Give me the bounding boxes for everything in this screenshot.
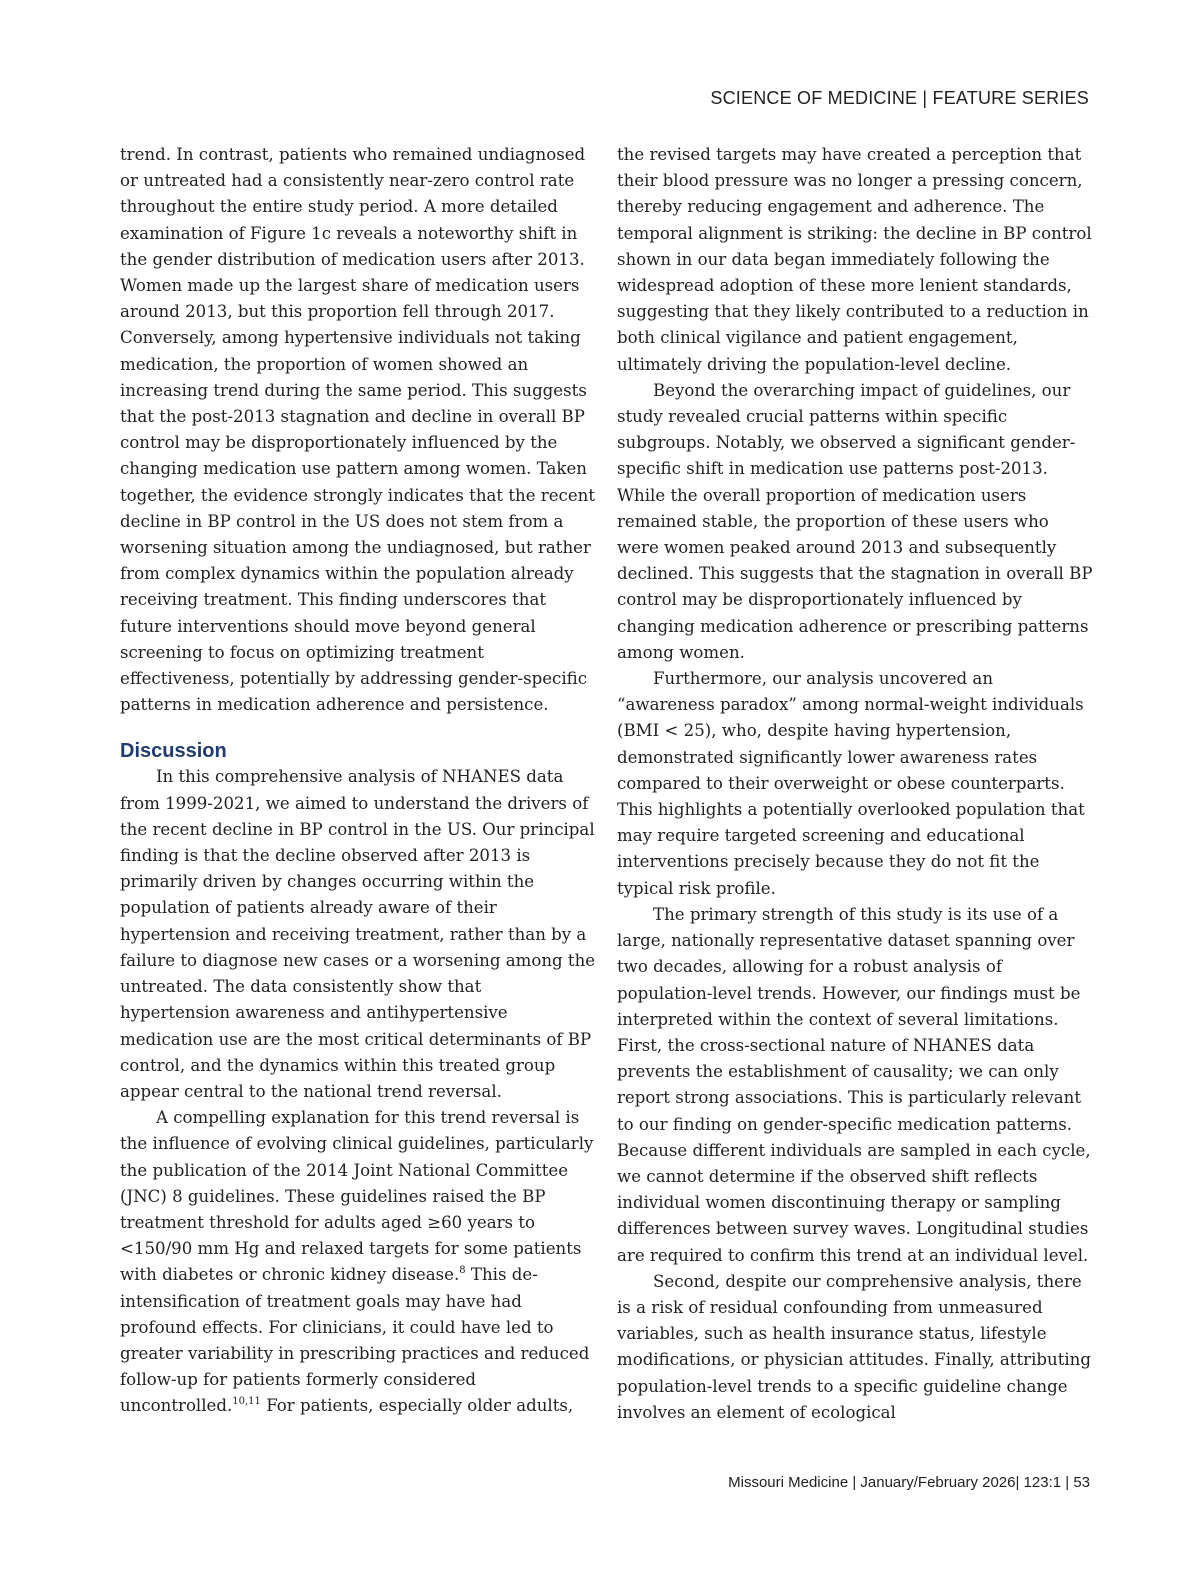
body-paragraph: Second, despite our comprehensive analysis, there is a risk of residual confounding from unmeasured variables, such as health insurance status, lifestyle modifications, or physician attitudes. Finally, attributing population-level trends to a specific guideline change involves an element of ecological: [617, 1271, 1091, 1422]
body-paragraph: The primary strength of this study is its use of a large, nationally representative dataset spanning over two decades, allowing for a robust analysis of population-level trends. However, our findings must be interpreted within the context of several limitations. First, the cross-sectional nature of NHANES data prevents the establishment of causality; we can only report strong associations. This is particularly relevant to our finding on gender-specific medication patterns. Because different individuals are sampled in each cycle, we cannot determine if the observed shift reflects individual women discontinuing therapy or sampling differences between survey waves. Longitudinal studies are required to confirm this trend at an individual level.: [617, 904, 1091, 1265]
body-paragraph: the revised targets may have created a perception that their blood pressure was no longer a pressing concern, thereby reducing engagement and adherence. The temporal alignment is striking: the decline in BP control shown in our data began immediately following the widespread adoption of these more lenient standards, suggesting that they likely contributed to a reduction in both clinical vigilance and patient engagement, ultimately driving the population-level decline.: [617, 145, 1092, 374]
paragraph-text: For patients, especially older adults,: [260, 1396, 574, 1416]
left-column: [120, 142, 596, 1420]
body-paragraph: Furthermore, our analysis uncovered an “awareness paradox” among normal-weight individuals (BMI < 25), who, despite having hypertension, demonstrated significantly lower awareness rates compared to their overweight or obese counterparts. This highlights a potentially overlooked population that may require targeted screening and educational interventions precisely because they do not fit the typical risk profile.: [617, 669, 1085, 898]
reference-superscript: 10,11: [232, 1396, 261, 1408]
body-paragraph: trend. In contrast, patients who remained undiagnosed or untreated had a consistently near-zero control rate throughout the entire study period. A more detailed examination of Figure 1c reveals a noteworthy shift in the gender distribution of medication users after 2013. Women made up the largest share of medication users around 2013, but this proportion fell through 2017. Conversely, among hypertensive individuals not taking medication, the proportion of women showed an increasing trend during the same period. This suggests that the post-2013 stagnation and decline in overall BP control may be disproportionately influenced by the changing medication use pattern among women. Taken together, the evidence strongly indicates that the recent decline in BP control in the US does not stem from a worsening situation among the undiagnosed, but rather from complex dynamics within the population already receiving treatment. This finding underscores that future interventions should move beyond general screening to focus on optimizing treatment effectiveness, potentially by addressing gender-specific patterns in medication adherence and persistence.: [120, 145, 596, 715]
page-footer: Missouri Medicine | January/February 2026| 123:1 | 53: [728, 1474, 1090, 1491]
body-paragraph: [120, 1105, 596, 1419]
right-column: [617, 142, 1093, 1426]
discussion-heading: Discussion: [120, 740, 227, 763]
paragraph-text: A compelling explanation for this trend reversal is the influence of evolving clinical guidelines, particularly the publication of the 2014 Joint National Committee (JNC) 8 guidelines. These guidelines raised the BP treatment threshold for adults aged ≥60 years to <150/90 mm Hg and relaxed targets for some patients with diabetes or chronic kidney disease.: [120, 1108, 594, 1285]
body-paragraph: Beyond the overarching impact of guidelines, our study revealed crucial patterns within specific subgroups. Notably, we observed a significant gender-specific shift in medication use patterns post-2013. While the overall proportion of medication users remained stable, the proportion of these users who were women peaked around 2013 and subsequently declined. This suggests that the stagnation in overall BP control may be disproportionately influenced by changing medication adherence or prescribing patterns among women.: [617, 380, 1093, 662]
body-paragraph: In this comprehensive analysis of NHANES data from 1999-2021, we aimed to understand the drivers of the recent decline in BP control in the US. Our principal finding is that the decline observed after 2013 is primarily driven by changes occurring within the population of patients already aware of their hypertension and receiving treatment, rather than by a failure to diagnose new cases or a worsening among the untreated. The data consistently show that hypertension awareness and antihypertensive medication use are the most critical determinants of BP control, and the dynamics within this treated group appear central to the national trend reversal.: [120, 767, 596, 1101]
reference-superscript: 8: [459, 1265, 466, 1277]
running-head: SCIENCE OF MEDICINE | FEATURE SERIES: [710, 88, 1089, 108]
paragraph-text: This de-intensification of treatment goals may have had profound effects. For clinicians, it could have led to greater variability in prescribing practices and reduced follow-up for patients formerly considered uncontrolled.: [120, 1265, 590, 1416]
